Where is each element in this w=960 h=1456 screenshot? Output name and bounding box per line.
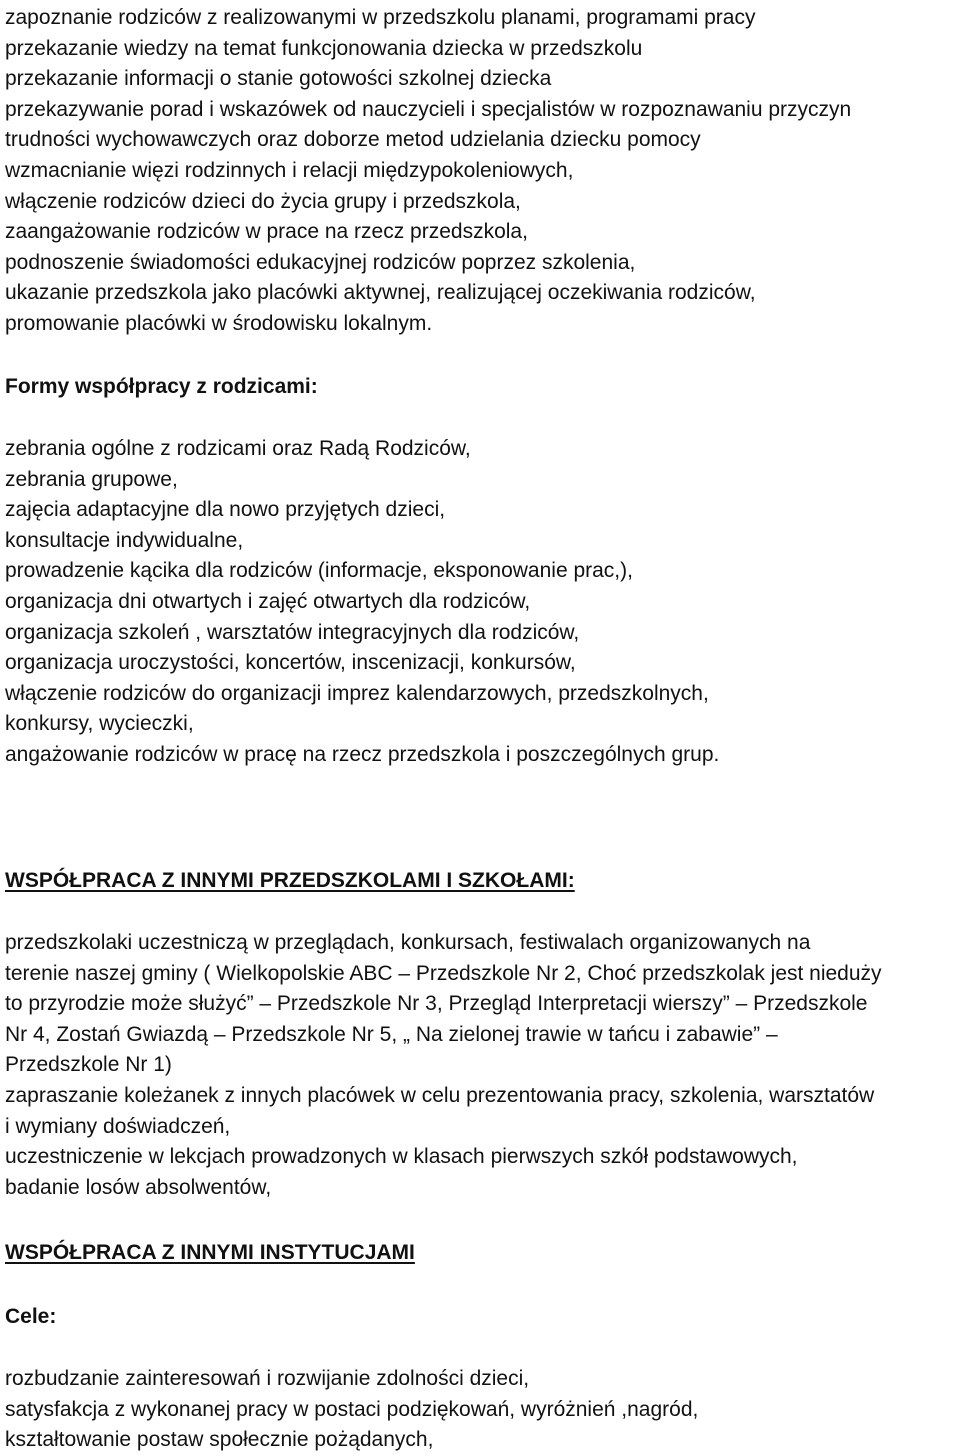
list-item: przekazywanie porad i wskazówek od nauczycieli i specjalistów w rozpoznawaniu przyczyn (5, 97, 852, 121)
list-item: prowadzenie kącika dla rodziców (informacje, eksponowanie prac,), (5, 559, 633, 583)
list-item: przekazanie wiedzy na temat funkcjonowania dziecka w przedszkolu (5, 36, 643, 60)
list-item: włączenie rodziców dzieci do życia grupy i przedszkola, (5, 189, 521, 213)
list-item: rozbudzanie zainteresowań i rozwijanie zdolności dzieci, (5, 1367, 530, 1390)
forms-list (5, 434, 719, 771)
list-item: przedszkolaki uczestniczą w przeglądach, konkursach, festiwalach organizowanych na (5, 931, 811, 954)
list-item: wzmacnianie więzi rodzinnych i relacji międzypokoleniowych, (5, 158, 574, 182)
list-item: kształtowanie postaw społecznie pożądanych, (5, 1428, 434, 1452)
list-item: zapoznanie rodziców z realizowanymi w przedszkolu planami, programami pracy (5, 6, 756, 29)
list-item: konkursy, wycieczki, (5, 712, 194, 736)
list-item: zebrania grupowe, (5, 467, 178, 491)
list-item: ukazanie przedszkola jako placówki aktywnej, realizującej oczekiwania rodziców, (5, 281, 756, 305)
list-item: organizacja dni otwartych i zajęć otwartych dla rodziców, (5, 589, 531, 613)
schools-list (5, 928, 882, 1203)
list-item: to przyrodzie może służyć” – Przedszkole Nr 3, Przegląd Interpretacji wierszy” – Przedszkole (5, 992, 868, 1016)
list-item: i wymiany doświadczeń, (5, 1114, 231, 1138)
schools-heading: WSPÓŁPRACA Z INNYMI PRZEDSZKOLAMI I SZKOŁAMI: (5, 869, 575, 892)
institutions-heading: WSPÓŁPRACA Z INNYMI INSTYTUCJAMI (5, 1241, 415, 1264)
list-item: konsultacje indywidualne, (5, 528, 244, 552)
list-item: angażowanie rodziców w pracę na rzecz przedszkola i poszczególnych grup. (5, 742, 720, 766)
list-item: włączenie rodziców do organizacji imprez kalendarzowych, przedszkolnych, (5, 681, 709, 705)
list-item: trudności wychowawczych oraz doborze metod udzielania dziecku pomocy (5, 128, 701, 152)
list-item: Nr 4, Zostań Gwiazdą – Przedszkole Nr 5, „ Na zielonej trawie w tańcu i zabawie” – (5, 1022, 778, 1046)
list-item: zaangażowanie rodziców w prace na rzecz przedszkola, (5, 220, 528, 244)
list-item: zebrania ogólne z rodzicami oraz Radą Rodziców, (5, 437, 471, 460)
list-item: podnoszenie świadomości edukacyjnej rodziców poprzez szkolenia, (5, 250, 636, 274)
cele-heading: Cele: (5, 1305, 57, 1328)
goals-list (5, 3, 851, 340)
list-item: terenie naszej gminy ( Wielkopolskie ABC – Przedszkole Nr 2, Choć przedszkolak jest nieduży (5, 961, 882, 985)
list-item: organizacja uroczystości, koncertów, inscenizacji, konkursów, (5, 651, 576, 675)
cele-list (5, 1364, 698, 1456)
list-item: zajęcia adaptacyjne dla nowo przyjętych dzieci, (5, 498, 446, 522)
list-item: Przedszkole Nr 1) (5, 1053, 172, 1077)
list-item: uczestniczenie w lekcjach prowadzonych w klasach pierwszych szkół podstawowych, (5, 1145, 798, 1169)
list-item: przekazanie informacji o stanie gotowości szkolnej dziecka (5, 67, 552, 91)
list-item: organizacja szkoleń , warsztatów integracyjnych dla rodziców, (5, 620, 580, 644)
list-item: badanie losów absolwentów, (5, 1175, 272, 1199)
list-item: promowanie placówki w środowisku lokalnym. (5, 311, 433, 335)
list-item: zapraszanie koleżanek z innych placówek w celu prezentowania pracy, szkolenia, warsztatów (5, 1083, 875, 1107)
list-item: satysfakcja z wykonanej pracy w postaci podziękowań, wyróżnień ,nagród, (5, 1397, 699, 1421)
forms-heading: Formy współpracy z rodzicami: (5, 375, 318, 398)
